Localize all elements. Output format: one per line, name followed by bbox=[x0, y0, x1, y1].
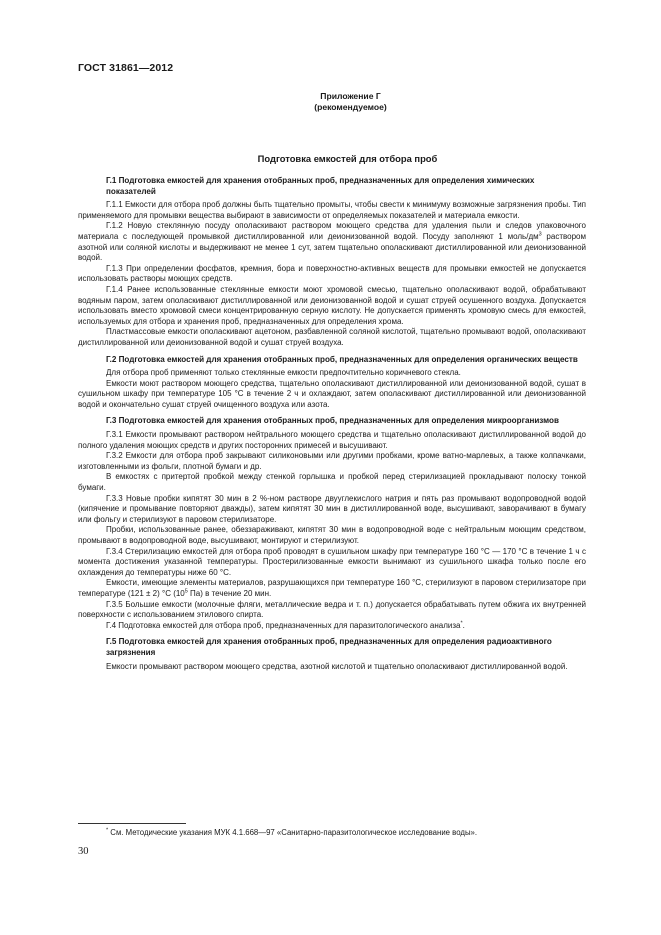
footnote: * См. Методические указания МУК 4.1.668—97 «Санитарно-паразитологическое исследование воды». bbox=[106, 827, 478, 837]
paragraph: Емкости промывают раствором моющего средства, азотной кислотой и тщательно ополаскивают дистиллированной водой. bbox=[106, 661, 568, 671]
paragraph: Для отбора проб применяют только стеклянные емкости предпочтительно коричневого стекла. bbox=[106, 368, 461, 378]
section-heading: Г.5 Подготовка емкостей для хранения отобранных проб, предназначенных для определения радиоактивного загрязнения bbox=[106, 637, 552, 657]
paragraph: Пластмассовые емкости ополаскивают ацетоном, разбавленной соляной кислотой, тщательно промывают водой, ополаскивают дистиллированной или деионизованной водой и сушат струей воздуха. bbox=[78, 327, 586, 347]
document-body bbox=[78, 176, 586, 672]
section-heading: Г.3 Подготовка емкостей для хранения отобранных проб, предназначенных для определения микроорганизмов bbox=[106, 416, 559, 426]
paragraph: Емкости, имеющие элементы материалов, разрушающихся при температуре 160 °С, стерилизуют в паровом стерилизаторе при температуре (121 ± 2) °С ($10^5$ Па) в течение 20 мин. bbox=[78, 578, 586, 598]
paragraph: Г.3.3 Новые пробки кипятят 30 мин в 2 %-ном растворе двууглекислого натрия и пять раз промывают водопроводной водой (кипячение и промывание повторяют дважды), затем кипятят 30 мин в дистиллированной воде, высушивают, заворачивают в бумагу или фольгу и стерилизуют в паровом стерилизаторе. bbox=[78, 493, 586, 524]
paragraph: Г.3.1 Емкости промывают раствором нейтрального моющего средства и тщательно ополаскивают дистиллированной водой до полного удаления моющих средств и других посторонних примесей и высушивают. bbox=[78, 430, 586, 450]
section-heading: Г.1 Подготовка емкостей для хранения отобранных проб, предназначенных для определения химических показателей bbox=[106, 176, 535, 196]
appendix-block bbox=[0, 91, 661, 113]
appendix-subtitle: (рекомендуемое) bbox=[314, 102, 387, 112]
paragraph: Г.1.2 Новую стеклянную посуду ополаскивают раствором моющего средства для удаления пыли и следов упаковочного материала с последующей промывкой дистиллированной или деионизованной водой. Посуду заполняют 1 моль/$дм^3$ раствором азотной или соляной кислоты и выдерживают не менее 1 сут, затем тщательно ополаскивают дистиллированной или деионизованной водой. bbox=[78, 221, 586, 263]
paragraph: В емкостях с притертой пробкой между стенкой горлышка и пробкой перед стерилизацией прокладывают полоску тонкой бумаги. bbox=[78, 472, 586, 493]
paragraph: Г.4 Подготовка емкостей для отбора проб, предназначенных для паразитологического анализа*. bbox=[106, 620, 465, 630]
section-heading: Г.2 Подготовка емкостей для хранения отобранных проб, предназначенных для определения органических веществ bbox=[106, 354, 578, 364]
appendix-title: Приложение Г bbox=[320, 91, 381, 101]
paragraph: Г.1.1 Емкости для отбора проб должны быть тщательно промыты, чтобы свести к минимуму возможные загрязнения пробы. Тип применяемого для промывки вещества выбирают в зависимости от определяемых показателей и материала емкости. bbox=[78, 200, 586, 220]
paragraph: Г.3.2 Емкости для отбора проб закрывают силиконовыми или другими пробками, кроме ватно-марлевых, а также колпачками, изготовленными из фольги, плотной бумаги и др. bbox=[78, 451, 586, 471]
footnote-divider bbox=[78, 823, 186, 824]
paragraph: Г.1.3 При определении фосфатов, кремния, бора и поверхностно-активных веществ для промывки емкостей не допускается использовать растворы моющих средств. bbox=[78, 263, 586, 284]
footnote-ref: * bbox=[460, 620, 463, 627]
paragraph: Г.3.4 Стерилизацию емкостей для отбора проб проводят в сушильном шкафу при температуре 160 °С — 170 °С в течение 1 ч с момента достижения указанной температуры. Простерилизованные емкости вынимают из сушильного шкафа только после его охлаждения до температуры ниже 60 °С. bbox=[78, 546, 586, 577]
paragraph: Г.3.5 Большие емкости (молочные фляги, металлические ведра и т. п.) допускается обрабатывать путем обжига их внутренней поверхности с использованием этилового спирта. bbox=[78, 599, 586, 620]
paragraph: Емкости моют раствором моющего средства, тщательно ополаскивают дистиллированной или деионизованной водой, сушат в сушильном шкафу при температуре 105 °С в течение 2 ч и охлаждают, затем ополаскивают дистиллированной или деионизованной водой и окончательно сушат струей очищенного воздуха или азота. bbox=[78, 378, 586, 409]
paragraph: Г.1.4 Ранее использованные стеклянные емкости моют хромовой смесью, тщательно ополаскивают водой, обрабатывают водяным паром, затем ополаскивают дистиллированной или деионизованной водой и сушат струей осушенного воздуха. Допускается использовать вместо хромовой смеси концентрированную серную кислоту. Не допускается применять хромовую смесь для емкостей, используемых для отбора и хранения проб, предназначенных для определения хрома. bbox=[78, 284, 586, 326]
standard-header: ГОСТ 31861—2012 bbox=[78, 62, 174, 74]
page-number: 30 bbox=[78, 846, 89, 857]
paragraph: Пробки, использованные ранее, обеззараживают, кипятят 30 мин в водопроводной воде с нейтральным моющим средством, промывают в водопроводной воде, высушивают, монтируют и стерилизуют. bbox=[78, 525, 586, 545]
main-title: Подготовка емкостей для отбора проб bbox=[257, 153, 438, 164]
